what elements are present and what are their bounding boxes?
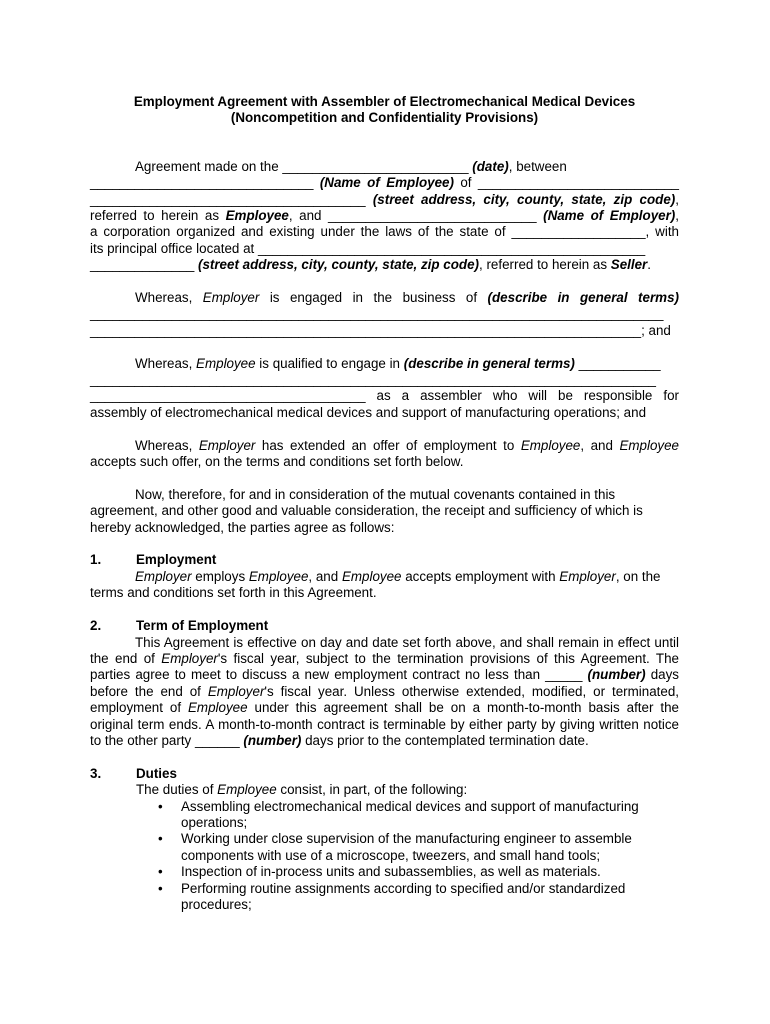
title-line-1: Employment Agreement with Assembler of Electromechanical Medical Devices <box>133 94 636 109</box>
bullet-icon: • <box>158 864 163 880</box>
whereas-qualified-paragraph: Whereas, Employee is qualified to engage in (describe in general terms) ___________ ____________________________________________________________________________ _____________________________________ as a assembler who will be responsible for assembly of electromechanical medical devices and support of manufacturing operations; and <box>90 355 679 420</box>
section-duties: 3. Duties The duties of Employee consist, in part, of the following: • Assembling electromechanical medical devices and support of manufacturing operations; • Working under close supervision of the manufacturing engineer to assemble components with use of a microscope, tweezers, and small hand tools; • Inspection of in-process units and subassemblies, as well as materials. • Performing routine assignments according to specified and/or standardized procedures; <box>90 766 679 914</box>
list-item: • Performing routine assignments according to specified and/or standardized procedures; <box>158 880 626 912</box>
now-therefore-paragraph: Now, therefore, for and in consideration of the mutual covenants contained in this agreement, and other good and valuable consideration, the receipt and sufficiency of which is hereby acknowledged, the parties agree as follows: <box>90 486 643 535</box>
list-item: • Assembling electromechanical medical devices and support of manufacturing operations; <box>158 798 639 830</box>
duties-list <box>90 799 679 914</box>
bullet-icon: • <box>158 798 163 814</box>
list-item: • Working under close supervision of the manufacturing engineer to assemble components with use of a microscope, tweezers, and small hand tools; <box>158 831 632 863</box>
whereas-business-paragraph: Whereas, Employer is engaged in the business of (describe in general terms) _____________________________________________________________________________ __________________________________________________________________________; and <box>90 290 679 338</box>
section-heading: Employment <box>136 552 217 568</box>
employer-address-placeholder: (street address, city, county, state, zip code) <box>197 257 480 273</box>
bullet-icon: • <box>158 831 163 847</box>
list-item: • Inspection of in-process units and subassemblies, as well as materials. <box>158 864 601 880</box>
employee-address-placeholder: (street address, city, county, state, zip code) <box>372 191 676 207</box>
section-heading: Duties <box>136 765 177 781</box>
intro-paragraph: Agreement made on the _________________________ (date), between ______________________________ (Name of Employee) of ___________________________ _____________________________________ (street address, city, county, state, zip code), referred to herein as Employee, and ____________________________ (Name of Employer), a corporation organized and existing under the laws of the state of __________________, with its principal office located at ____________________________________________________ ______________ (street address, city, county, state, zip code), referred to herein as Seller. <box>90 158 679 273</box>
date-placeholder: (date) <box>472 158 509 174</box>
section-term-of-employment: 2. Term of Employment This Agreement is effective on day and date set forth above, and shall remain in effect until the end of Employer's fiscal year, subject to the termination provisions of this Agreement. The parties agree to meet to discuss a new employment contract no less than _____ (number) days before the end of Employer's fiscal year. Unless otherwise extended, modified, or terminated, employment of Employee under this agreement shall be on a month-to-month basis after the original term ends. A month-to-month contract is terminable by either party by giving written notice to the other party ______ (number) days prior to the contemplated termination date. <box>90 618 679 748</box>
bullet-icon: • <box>158 880 163 896</box>
document-page <box>90 94 679 913</box>
section-heading: Term of Employment <box>136 618 269 634</box>
employer-name-placeholder: (Name of Employer) <box>543 208 676 224</box>
employee-name-placeholder: (Name of Employee) <box>319 175 454 191</box>
section-employment: 1. Employment Employer employs Employee, and Employee accepts employment with Employer, on the terms and conditions set forth in this Agreement. <box>90 552 661 601</box>
whereas-offer-paragraph: Whereas, Employer has extended an offer of employment to Employee, and Employee accepts such offer, on the terms and conditions set forth below. <box>90 437 679 470</box>
title-line-2: (Noncompetition and Confidentiality Provisions) <box>230 110 539 126</box>
